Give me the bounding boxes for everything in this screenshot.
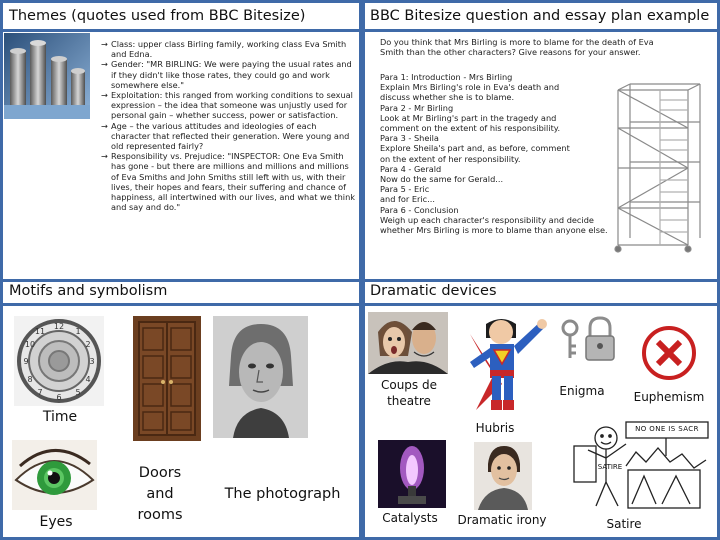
plan-line: Para 1: Introduction - Mrs Birling (380, 72, 513, 82)
plan-line: on the extent of her responsibility. (380, 153, 521, 164)
hubris-image (456, 310, 548, 418)
arrow-icon: → (101, 90, 108, 101)
svg-text:8: 8 (27, 375, 33, 384)
coups-de-theatre-label: Coups de theatre (380, 378, 437, 408)
euphemism-image (640, 324, 698, 382)
themes-list (101, 39, 356, 212)
time-label: Time (42, 409, 78, 425)
plan-line: Explain Mrs Birling's role in Eva's death and (380, 82, 560, 93)
plan-line: and for Eric... (380, 194, 435, 205)
plan-line: Look at Mr Birling's part in the tragedy and (380, 112, 557, 123)
svg-text:9: 9 (23, 357, 29, 366)
photograph-label: The photograph (224, 486, 341, 502)
essay-plan (380, 72, 608, 235)
theme-item-class: → Class: upper class Birling family, working class Eva Smith and Edna. (101, 39, 347, 60)
plan-line: Explore Sheila's part and, as before, comment (380, 143, 570, 154)
theme-item-responsibility: → Responsibility vs. Prejudice: "INSPECTOR: One Eva Smith has gone - but there are millions and millions and millions of Eva Smiths and John Smiths still left with us, with their lives, their hopes and fears, their suffering and chance of happiness, all intertwined with our lives, and what we think and say and do." (101, 151, 355, 213)
hubris-label: Hubris (475, 421, 515, 435)
essay-divider (362, 29, 720, 32)
theme-item-gender: → Gender: "MR BIRLING: We were paying the usual rates and if they didn't like those rates, they could go and work somewhere else." (101, 59, 352, 90)
themes-divider (0, 29, 362, 32)
dramatic-irony-image (474, 442, 532, 510)
arrow-icon: → (101, 59, 108, 70)
coin-stacks-image (4, 33, 90, 119)
scaffolding-image (600, 80, 710, 255)
motifs-divider (0, 303, 362, 306)
plan-line: Para 3 - Sheila (380, 133, 439, 144)
svg-text:7: 7 (37, 388, 43, 397)
dramatic-irony-label: Dramatic irony (457, 513, 547, 527)
essay-question: Do you think that Mrs Birling is more to blame for the death of Eva Smith than the other characters? Give reasons for your answer. (380, 37, 654, 58)
svg-text:10: 10 (24, 340, 36, 349)
coups-de-theatre-image (368, 312, 448, 374)
catalysts-label: Catalysts (382, 511, 438, 525)
enigma-label: Enigma (559, 384, 605, 398)
essay-title: BBC Bitesize question and essay plan example (370, 8, 710, 24)
theme-item-exploitation: → Exploitation: this ranged from working conditions to sexual expression – the idea that someone was unjustly used for personal gain – whether success, power or satisfaction. (101, 90, 353, 121)
doors-label: Doors and rooms (137, 465, 183, 523)
svg-text:6: 6 (56, 393, 62, 402)
themes-title: Themes (quotes used from BBC Bitesize) (9, 8, 306, 24)
enigma-image (552, 312, 620, 366)
svg-text:3: 3 (89, 357, 95, 366)
plan-line: Para 4 - Gerald (380, 163, 442, 174)
plan-line: Now do the same for Gerald... (380, 174, 504, 185)
svg-text:4: 4 (85, 375, 91, 384)
catalysts-image (378, 440, 446, 508)
arrow-icon: → (101, 120, 108, 131)
svg-text:12: 12 (53, 322, 65, 331)
satire-sign-middle: SATIRE (597, 463, 623, 471)
clock-image (14, 316, 104, 406)
satire-sign-top: NO ONE IS SACR (635, 425, 699, 433)
devices-divider (362, 303, 720, 306)
plan-line: whether Mrs Birling is more to blame than anyone else. (380, 225, 608, 236)
svg-text:5: 5 (75, 388, 81, 397)
plan-line: discuss whether she is to blame. (380, 92, 515, 103)
doors-image (133, 316, 201, 441)
plan-line: Para 2 - Mr Birling (380, 102, 454, 113)
eye-image (12, 440, 97, 510)
plan-line: Weigh up each character's responsibility and decide (380, 214, 594, 225)
photograph-image (213, 316, 308, 438)
arrow-icon: → (101, 39, 108, 49)
svg-text:11: 11 (34, 327, 46, 336)
eyes-label: Eyes (39, 514, 73, 530)
svg-text:2: 2 (85, 340, 91, 349)
satire-label: Satire (606, 517, 642, 531)
arrow-icon: → (101, 151, 108, 162)
euphemism-label: Euphemism (633, 390, 705, 404)
plan-line: Para 6 - Conclusion (380, 204, 459, 215)
plan-line: comment on the extent of his responsibility. (380, 123, 561, 134)
svg-text:1: 1 (75, 327, 81, 336)
plan-line: Para 5 - Eric (380, 184, 430, 195)
devices-title: Dramatic devices (370, 283, 497, 299)
theme-item-age: → Age – the various attitudes and ideologies of each character that reflected their generation. Were young and old represented fairly? (101, 120, 350, 152)
motifs-title: Motifs and symbolism (9, 283, 168, 299)
